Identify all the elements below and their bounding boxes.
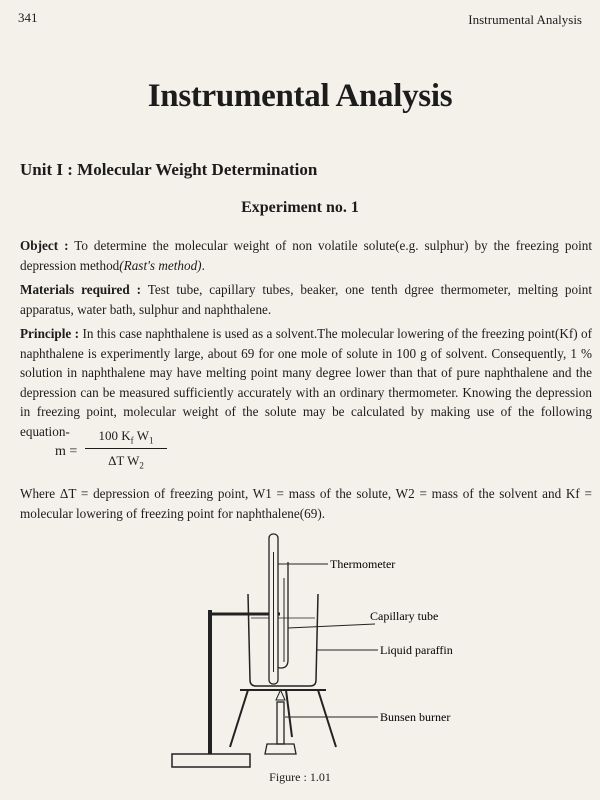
tripod-leg-left — [230, 690, 248, 747]
label-thermometer: Thermometer — [330, 557, 396, 571]
page-title: Instrumental Analysis — [147, 78, 453, 114]
label-liquid-paraffin: Liquid paraffin — [380, 643, 453, 657]
principle-label: Principle : — [20, 326, 80, 341]
burner-base — [265, 744, 296, 754]
materials-paragraph — [20, 280, 592, 319]
equation-denominator: ΔT $W_2$ — [108, 452, 144, 471]
equation-fraction — [85, 428, 167, 470]
label-capillary-tube: Capillary tube — [370, 609, 439, 623]
object-end: . — [201, 257, 205, 273]
figure-caption: Figure : 1.01 — [269, 770, 331, 784]
burner-tube — [277, 702, 284, 744]
stand-base — [172, 754, 250, 767]
object-paragraph — [20, 236, 592, 275]
equation-lhs: m = — [55, 444, 78, 459]
running-header: Instrumental Analysis — [468, 12, 582, 27]
beaker — [248, 594, 318, 686]
tripod-leg-right — [318, 690, 336, 747]
materials-text: Test tube, capillary tubes, beaker, one tenth dgree thermometer, melting point apparatus, water bath, sulphur and naphthalene. — [20, 282, 593, 317]
principle-text: In this case naphthalene is used as a solvent.The molecular lowering of the freezing point(Kf) of naphthalene is experimently large, about 69 for one mole of solute in 100 g of solvent. Consequently, 1 % solution in naphthalene may have melting point many degree lower than that of pure naphthalene and the depression can be measured sufficiently accurately with an ordinary thermometer. Knowing the depression in freezing point, molecular weight of the solute may be calculated by making use of the following equation- — [20, 326, 593, 439]
object-text: To determine the molecular weight of non volatile solute(e.g. sulphur) by the freezing point depression method — [20, 238, 592, 273]
materials-label: Materials required : — [20, 282, 142, 297]
page-number: 341 — [18, 10, 38, 25]
equation-numerator: 100 $K_f$ $W_1$ — [85, 428, 167, 449]
experiment-heading: Experiment no. 1 — [241, 199, 359, 216]
tripod-leg-back — [286, 690, 292, 737]
unit-heading: Unit I : Molecular Weight Determination — [20, 160, 318, 179]
object-method: (Rast's method) — [119, 257, 202, 273]
label-bunsen-burner: Bunsen burner — [380, 710, 451, 724]
capillary-pointer — [288, 624, 375, 628]
apparatus-figure — [160, 532, 460, 782]
where-paragraph: Where ΔT = depression of freezing point, W1 = mass of the solute, W2 = mass of the solvent and Kf = molecular lowering of freezing point for naphthalene(69). — [20, 486, 592, 521]
object-label: Object : — [20, 238, 69, 253]
principle-paragraph — [20, 324, 592, 441]
flame — [276, 690, 285, 700]
